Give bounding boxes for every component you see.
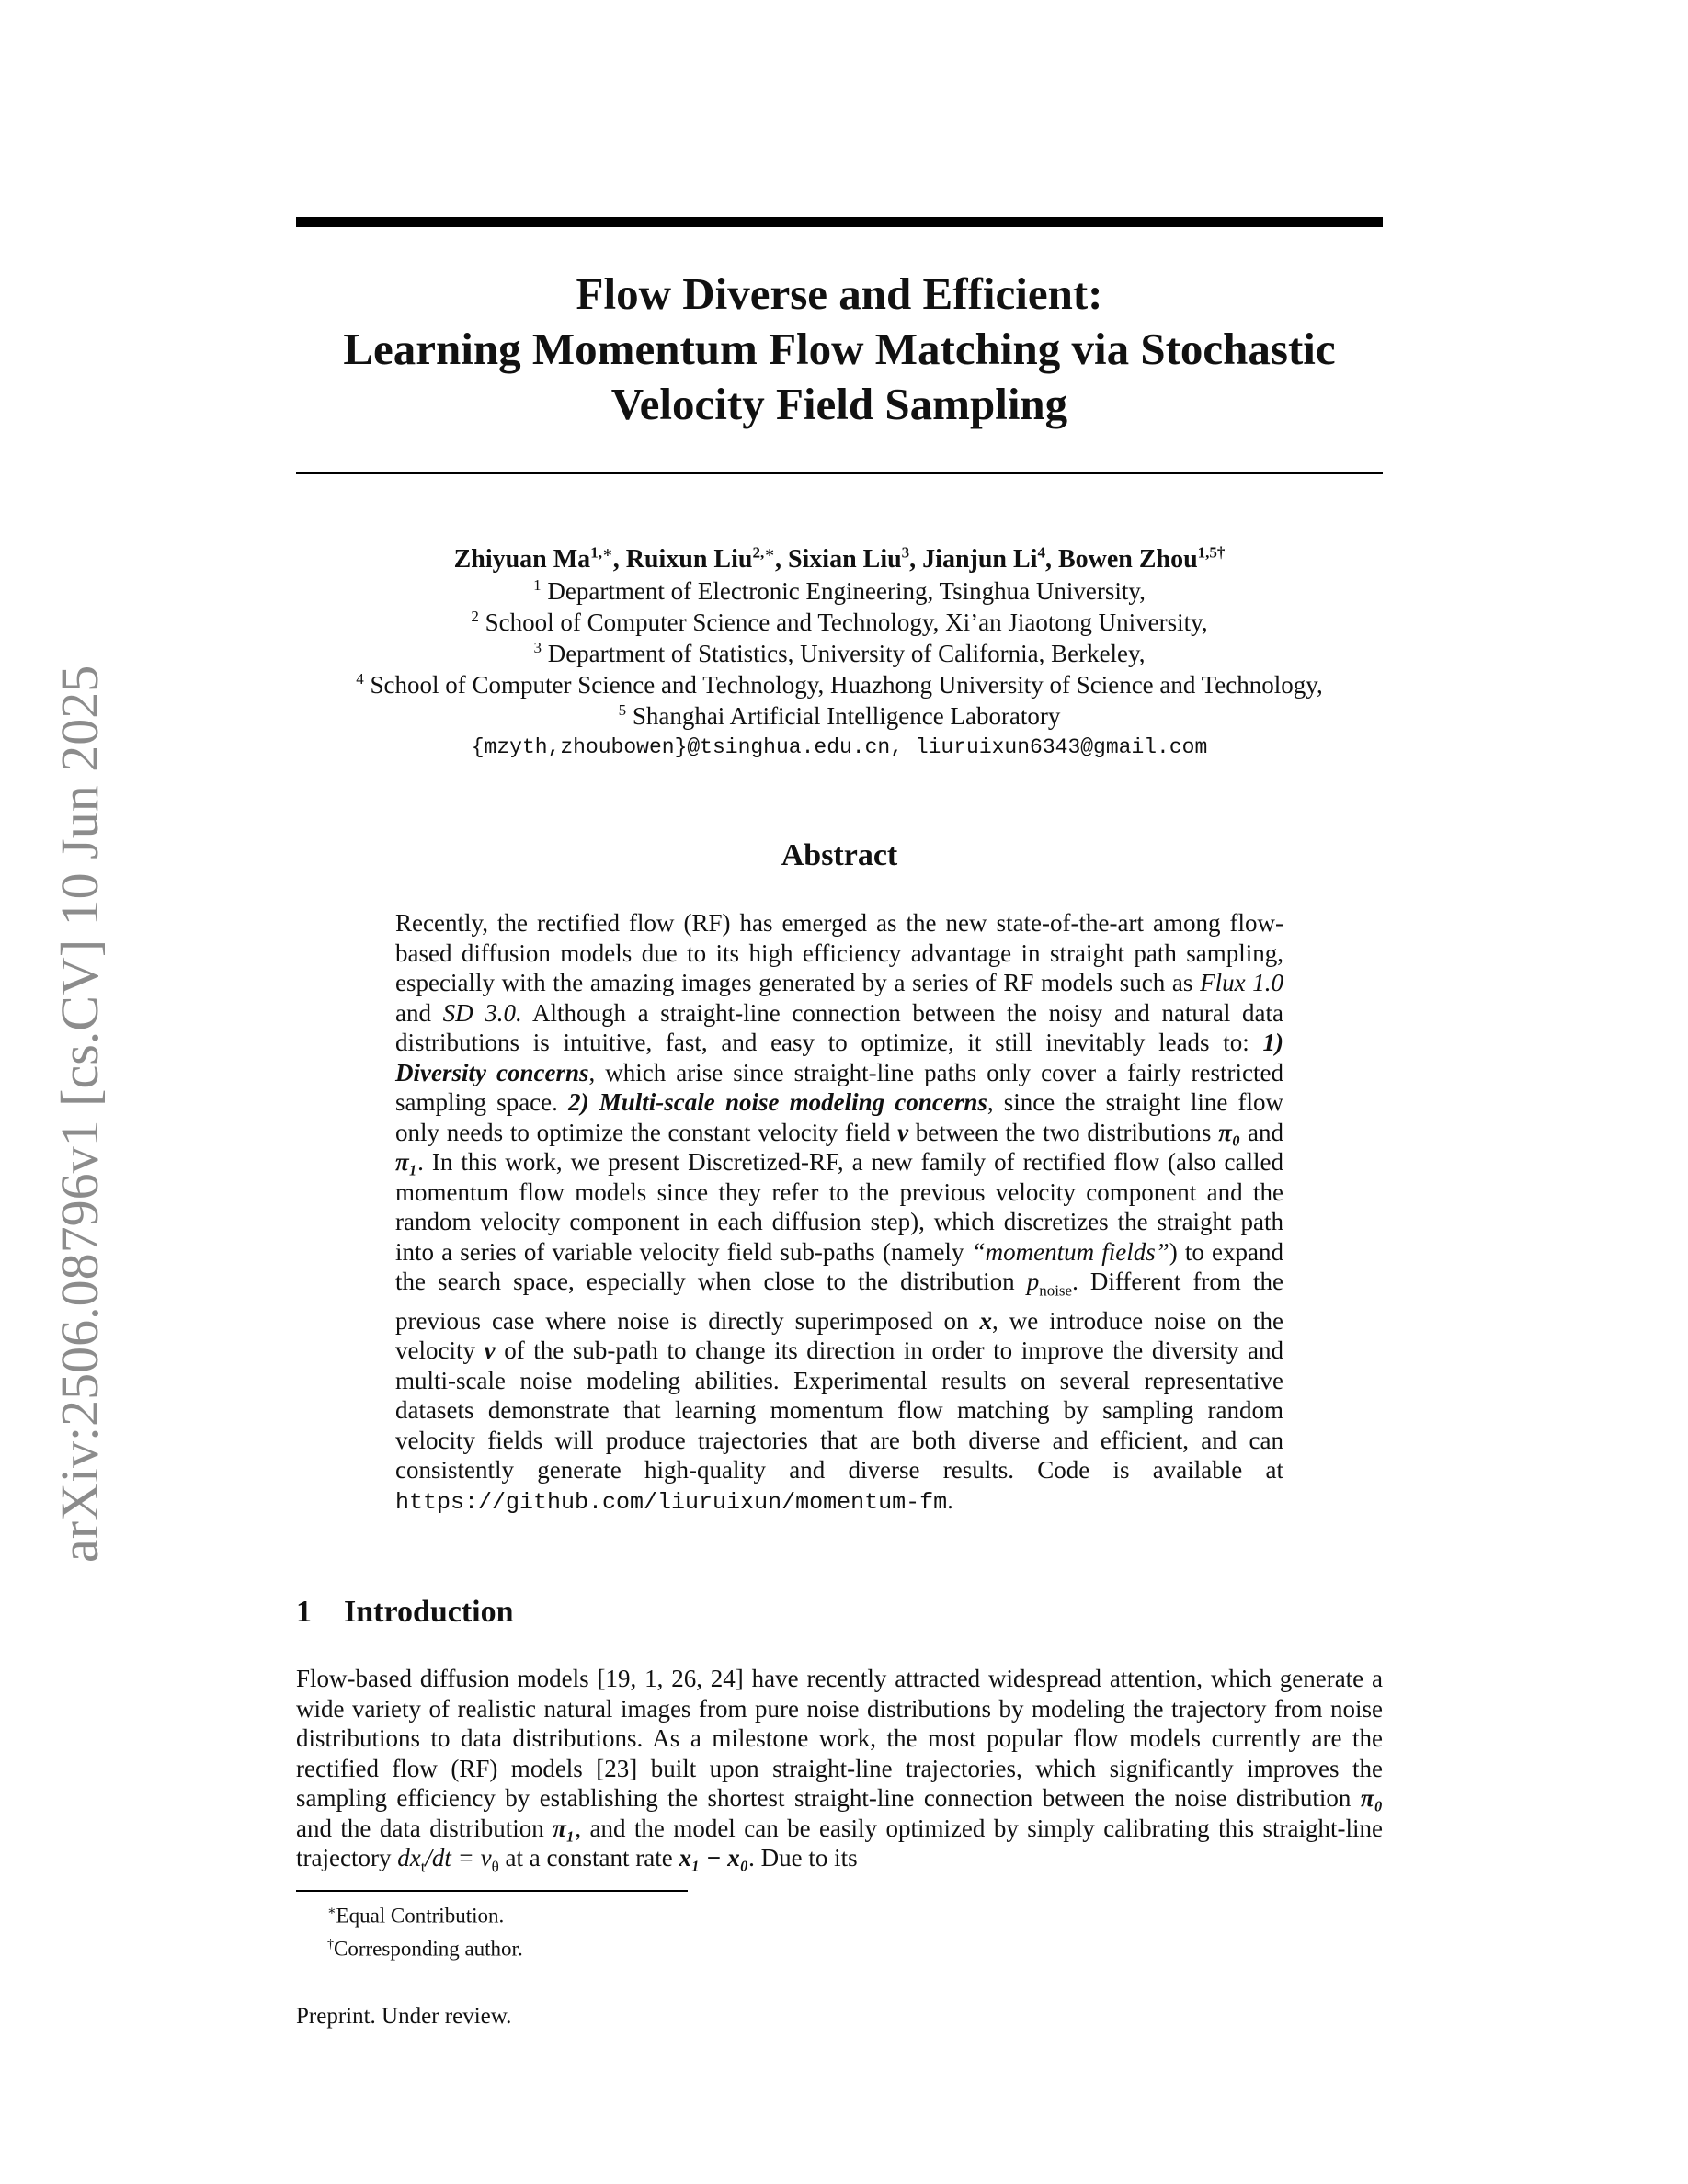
- section-heading-introduction: 1 Introduction: [296, 1595, 514, 1629]
- affiliation-line: $^1$ Department of Electronic Engineering, Tsinghua University,: [533, 576, 1146, 605]
- footnotes: [327, 1897, 523, 1962]
- preprint-note: Preprint. Under review.: [296, 2004, 512, 2029]
- author-affiliation-mark: 4: [1037, 543, 1045, 562]
- author-name: Bowen Zhou: [1057, 545, 1198, 574]
- author-affiliation-mark: 1,∗: [590, 543, 613, 562]
- paper-title: [296, 267, 1383, 432]
- title-top-rule: [296, 217, 1383, 227]
- abstract-heading: Abstract: [781, 838, 898, 872]
- title-bottom-rule: [296, 472, 1383, 474]
- author-block: [276, 544, 1403, 763]
- arxiv-identifier-stamp: arXiv:2506.08796v1 [cs.CV] 10 Jun 2025: [50, 665, 109, 1563]
- affiliation-line: $^4$ School of Computer Science and Technology, Huazhong University of Science and Technology,: [356, 670, 1323, 699]
- abstract-text: Recently, the rectified flow (RF) has emerged as the new state-of-the-art among flow-based diffusion models due to its high efficiency advantage in straight path sampling, especially with the amazing images generated by a series of RF models such as Flux 1.0 and SD 3.0. Although a straight-line connection between the noisy and natural data distributions is intuitive, fast, and easy to optimize, it still inevitably leads to: 1) Diversity concerns, which arise since straight-line paths only cover a fairly restricted sampling space. 2) Multi-scale noise modeling concerns, since the straight line flow only needs to optimize the constant velocity field v between the two distributions π₀ and π₁. In this work, we present Discretized-RF, a new family of rectified flow (also called momentum flow models since they refer to the previous velocity component and the random velocity component in each diffusion step), which discretizes the straight path into a series of variable velocity field sub-paths (namely “momentum fields”) to expand the search space, especially when close to the distribution $p_{noise}$. Different from the previous case where noise is directly superimposed on x, we introduce noise on the velocity v of the sub-path to change its direction in order to improve the diversity and multi-scale noise modeling abilities. Experimental results on several representative datasets demonstrate that learning momentum flow matching by sampling random velocity fields will produce trajectories that are both diverse and efficient, and can consistently generate high-quality and diverse results. Code is available at https://github.com/liuruixun/momentum-fm.: [395, 909, 1284, 1516]
- author-name: Jianjun Li: [922, 545, 1038, 574]
- author-affiliation-mark: 1,5†: [1197, 543, 1226, 562]
- author-emails: {mzyth,zhoubowen}@tsinghua.edu.cn, liuruixun6343@gmail.com: [471, 735, 1208, 759]
- author-name: Zhiyuan Ma: [453, 545, 591, 574]
- footnote-corresponding-author: †Corresponding author.: [327, 1937, 523, 1961]
- author-name: Sixian Liu: [787, 545, 902, 574]
- title-line-3: Velocity Field Sampling: [610, 379, 1068, 429]
- code-link[interactable]: https://github.com/liuruixun/momentum-fm: [395, 1488, 948, 1516]
- affiliation-line: $^3$ Department of Statistics, University of California, Berkeley,: [533, 639, 1146, 667]
- title-line-1: Flow Diverse and Efficient:: [576, 268, 1103, 319]
- author-list: Zhiyuan $Ma^{1,∗}$, Ruixun Liu$^{2,∗}$, Sixian Liu$^3$, Jianjun Li$^4$, Bowen Zhou$^{1,5\dagger}$: [453, 543, 1226, 574]
- title-line-2: Learning Momentum Flow Matching via Stochastic: [343, 324, 1336, 374]
- footnote-rule: [296, 1890, 688, 1892]
- author-affiliation-mark: 3: [901, 543, 910, 562]
- affiliation-line: $^2$ School of Computer Science and Technology, Xi’an Jiaotong University,: [471, 608, 1208, 636]
- author-name: Ruixun Liu: [625, 545, 753, 574]
- affiliation-line: $^5$ Shanghai Artificial Intelligence Laboratory: [618, 701, 1061, 730]
- footnote-equal-contribution: ∗Equal Contribution.: [327, 1904, 505, 1928]
- introduction-text: Flow-based diffusion models [19, 1, 26, 24] have recently attracted widespread attention, which generate a wide variety of realistic natural images from pure noise distributions by modeling the trajectory from noise distributions to data distributions. As a milestone work, the most popular flow models currently are the rectified flow (RF) models [23] built upon straight-line trajectories, which significantly improves the sampling efficiency by establishing the shortest straight-line connection between the noise distribution π₀ and the data distribution π₁, and the model can be easily optimized by simply calibrating this straight-line trajectory $dx_t/dt = v_\theta$ at a constant rate x₁ − x₀. Due to its: [296, 1665, 1383, 1876]
- author-affiliation-mark: 2,∗: [752, 543, 775, 562]
